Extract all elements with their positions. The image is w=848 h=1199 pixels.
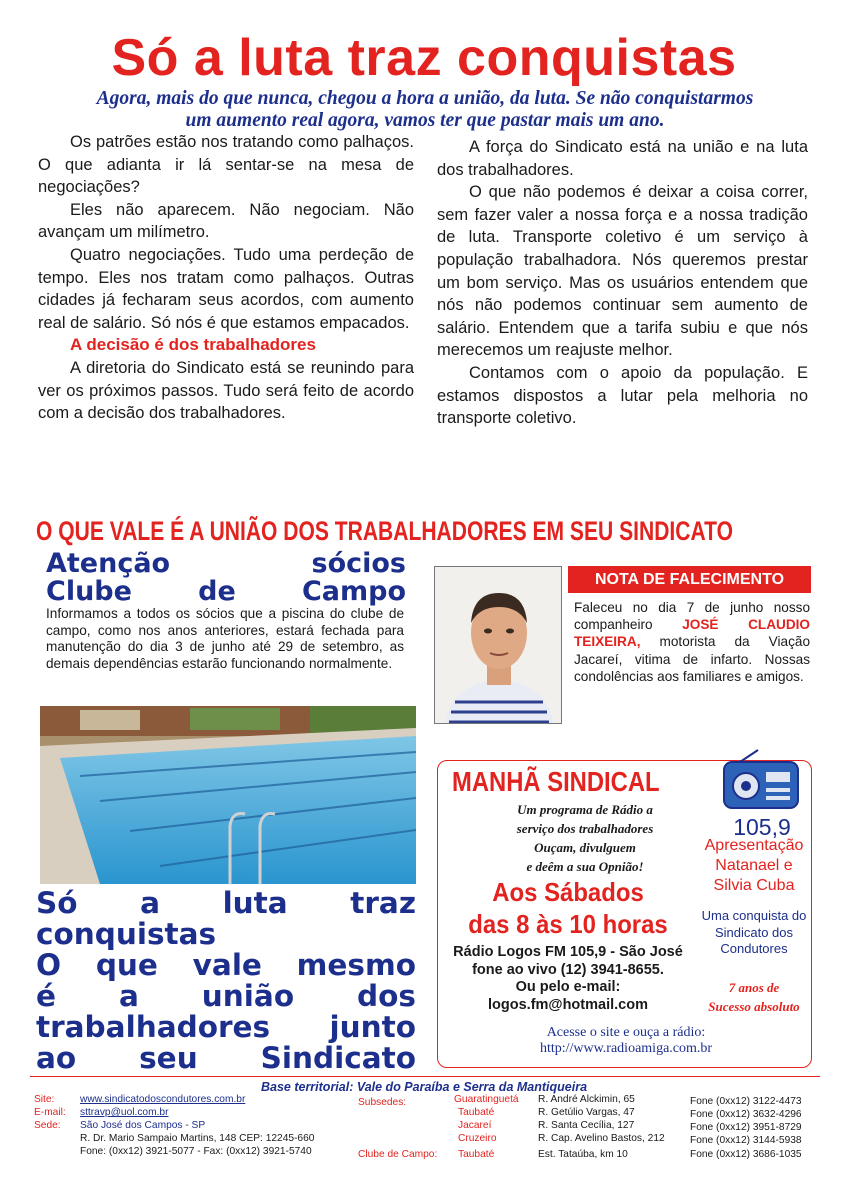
radio-station: Rádio Logos FM 105,9 - São José	[453, 944, 683, 960]
footer-site-label: Site:	[34, 1094, 55, 1105]
radio-years-success	[690, 978, 818, 1016]
article-paragraph: A diretoria do Sindicato está se reunindo para ver os próximos passos. Tudo será feito de acordo com a decisão dos trabalhadores.	[38, 358, 414, 423]
radio-day: Aos Sábados	[492, 877, 644, 907]
radio-website	[476, 1025, 776, 1057]
article-paragraph: A força do Sindicato está na união e na luta dos trabalhadores.	[437, 138, 808, 179]
club-notice-title-line: Clube de Campo	[46, 576, 406, 607]
slogan-block	[36, 888, 416, 1074]
radio-email: logos.fm@hotmail.com	[488, 996, 648, 1013]
obituary-name: JOSÉ CLAUDIO TEIXEIRA,	[574, 617, 810, 650]
subsede-city: Taubaté	[458, 1107, 495, 1118]
subsede-city: Cruzeiro	[458, 1133, 497, 1144]
slogan-line: conquistas	[36, 917, 217, 951]
footer-site-link[interactable]: www.sindicatodoscondutores.com.br	[80, 1094, 246, 1105]
radio-program-description	[470, 800, 700, 876]
radio-desc-line: Um programa de Rádio a	[517, 802, 653, 817]
subsede-city: Jacareí	[458, 1120, 492, 1131]
club-notice-title-line: Atenção sócios	[46, 548, 406, 579]
club-notice-title	[46, 550, 406, 606]
obituary-text: motorista da Viação Jacareí, vitima de infarto. Nossas condolências aos familiares e amigos.	[574, 634, 810, 684]
footer-title: Base territorial: Vale do Paraíba e Serra da Mantiqueira	[260, 1080, 588, 1094]
subsede-phone: Fone (0xx12) 3686-1035	[690, 1149, 802, 1160]
radio-desc-line: e deêm a sua Opnião!	[526, 859, 644, 874]
subtitle-line-1: Agora, mais do que nunca, chegou a hora a união, da luta. Se não conquistarmos	[96, 88, 754, 109]
subsede-address: R. Santa Cecília, 127	[538, 1120, 635, 1131]
radio-frequency: 105,9	[733, 814, 791, 840]
slogan-line: é a união dos	[36, 979, 416, 1013]
radio-website-prompt: Acesse o site e ouça a rádio:	[546, 1025, 706, 1040]
pool-photo	[40, 706, 416, 884]
radio-time: das 8 às 10 horas	[468, 909, 668, 939]
subsede-phone: Fone (0xx12) 3632-4296	[690, 1109, 802, 1120]
subsede-phone: Fone (0xx12) 3122-4473	[690, 1096, 802, 1107]
subsede-address: R. Getúlio Vargas, 47	[538, 1107, 635, 1118]
subsede-phone: Fone (0xx12) 3951-8729	[690, 1122, 802, 1133]
years-line: Sucesso absoluto	[708, 999, 800, 1014]
radio-presenters	[690, 836, 818, 896]
footer-email-label: E-mail:	[34, 1107, 66, 1118]
footer-email-link[interactable]: sttravp@uol.com.br	[80, 1107, 169, 1118]
obituary-text: Faleceu no dia 7 de junho nosso companheiro	[574, 600, 810, 633]
slogan-line: O que vale mesmo	[36, 948, 416, 982]
page-subtitle	[30, 88, 820, 132]
radio-schedule	[461, 876, 674, 940]
footer-sede-address: R. Dr. Mario Sampaio Martins, 148 CEP: 12245-660	[80, 1133, 315, 1144]
footer-clube-label: Clube de Campo:	[358, 1149, 438, 1160]
subsede-phone: Fone (0xx12) 3144-5938	[690, 1135, 802, 1146]
union-banner: O QUE VALE É A UNIÃO DOS TRABALHADORES EM SEU SINDICATO	[36, 516, 733, 546]
radio-desc-line: Ouçam, divulguem	[534, 840, 636, 855]
article-paragraph: Quatro negociações. Tudo uma perdeção de tempo. Eles nos tratam como palhaços. Outras cidades já fecharam seus acordos, com aumento real de salário. Só nós é que estamos empacados.	[38, 245, 414, 332]
slogan-line: trabalhadores junto	[36, 1010, 416, 1044]
slogan-line: ao seu Sindicato	[36, 1041, 416, 1075]
presenters-line: Apresentação	[704, 837, 804, 854]
radio-program-title: MANHÃ SINDICAL	[452, 766, 660, 797]
article-paragraph: O que não podemos é deixar a coisa correr, sem fazer valer a nossa força e a nossa tradição de luta. Transporte coletivo é um serviço à população trabalhadora. Nós queremos prestar um bom serviço. Mas os usuários entendem que nós não podemos continuar sem aumento de salário. Entendem que a tarifa subiu e que nós merecemos um reajuste melhor.	[437, 183, 808, 360]
article-paragraph: Eles não aparecem. Não negociam. Não avançam um milímetro.	[38, 200, 414, 242]
footer-divider	[30, 1076, 820, 1077]
club-notice-body: Informamos a todos os sócios que a piscina do clube de campo, como nos anos anteriores, estará fechada para manutenção do dia 3 de junho até 29 de setembro, as demais dependências estarão funcionando normalmente.	[46, 606, 404, 671]
radio-achievement	[690, 908, 818, 958]
radio-phone: fone ao vivo (12) 3941-8655.	[472, 961, 664, 978]
article-paragraph: Os patrões estão nos tratando como palhaços. O que adianta ir lá sentar-se na mesa de negociações?	[38, 133, 414, 197]
radio-icon	[718, 748, 804, 814]
achievement-line: Sindicato dos	[714, 924, 794, 940]
subsede-city: Guaratinguetá	[454, 1094, 519, 1105]
obituary-header: NOTA DE FALECIMENTO	[568, 566, 811, 593]
radio-website-link[interactable]: http://www.radioamiga.com.br	[539, 1041, 713, 1056]
article-left-column	[38, 131, 414, 425]
subsede-city: Taubaté	[458, 1149, 495, 1160]
subsede-address: R. André Alckimin, 65	[538, 1094, 635, 1105]
radio-contact-info	[452, 944, 684, 1014]
presenters-line: Silvia Cuba	[713, 877, 795, 894]
slogan-line: Só a luta traz	[36, 886, 416, 920]
article-subheading: A decisão é dos trabalhadores	[70, 335, 316, 355]
footer-subsedes-label: Subsedes:	[358, 1097, 407, 1108]
footer-sede-city: São José dos Campos - SP	[80, 1120, 206, 1131]
subsede-address: R. Cap. Avelino Bastos, 212	[538, 1133, 665, 1144]
radio-desc-line: serviço dos trabalhadores	[516, 821, 654, 836]
years-line: 7 anos de	[728, 980, 780, 995]
presenters-line: Natanael e	[715, 857, 793, 874]
achievement-line: Uma conquista do	[701, 908, 807, 923]
deceased-portrait-photo	[434, 566, 562, 724]
radio-email-label: Ou pelo e-mail:	[515, 979, 621, 995]
achievement-line: Condutores	[720, 941, 788, 956]
page-title: Só a luta traz conquistas	[111, 29, 737, 87]
footer-sede-phone: Fone: (0xx12) 3921-5077 - Fax: (0xx12) 3921-5740	[80, 1146, 312, 1157]
article-right-column	[437, 136, 808, 430]
article-paragraph: Contamos com o apoio da população. E estamos dispostos a lutar pela melhoria no transporte coletivo.	[437, 363, 808, 428]
subtitle-line-2: um aumento real agora, vamos ter que pastar mais um ano.	[185, 110, 665, 131]
obituary-body	[574, 599, 810, 685]
subsede-address: Est. Tataúba, km 10	[538, 1149, 628, 1160]
footer-sede-label: Sede:	[34, 1120, 61, 1131]
